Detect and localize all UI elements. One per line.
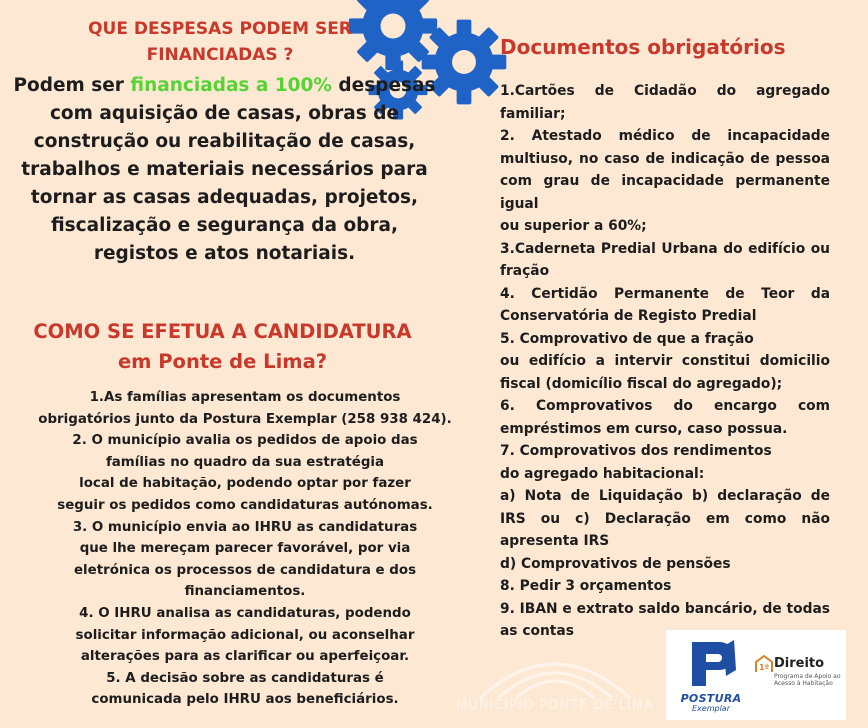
financing-answer	[12, 72, 437, 268]
document-item: 6. Comprovativos do encargo com empréstimos em curso, caso possua.	[500, 398, 830, 437]
document-item: 2. Atestado médico de incapacidade multiuso, no caso de indicação de pessoa com grau de incapacidade permanente igual	[500, 128, 830, 212]
step-line: famílias no quadro da sua estratégia	[105, 454, 385, 470]
document-item: do agregado habitacional:	[500, 465, 705, 482]
question-application-line2: em Ponte de Lima?	[117, 350, 328, 373]
step-line: eletrónica os processos de candidatura e dos	[73, 562, 417, 578]
step-line: 2. O município avalia os pedidos de apoio das	[72, 433, 418, 449]
document-item: a) Nota de Liquidação b) declaração de IRS ou c) Declaração em como não apresenta IRS	[500, 488, 830, 549]
document-item: d) Comprovativos de pensões	[500, 555, 731, 572]
step-line: local de habitação, podendo optar por fazer	[79, 476, 411, 492]
question-application-line1: COMO SE EFETUA A CANDIDATURA	[33, 320, 412, 343]
step-line: 4. O IHRU analisa as candidaturas, podendo	[79, 605, 411, 621]
step-line: 1.As famílias apresentam os documentos	[89, 390, 401, 405]
watermark-text: MUNICÍPIO PONTE DE LIMA	[456, 698, 654, 713]
postura-logo-sub: Exemplar	[692, 704, 730, 713]
postura-logo-icon	[678, 636, 744, 696]
step-line: seguir os pedidos como candidaturas autónomas.	[57, 497, 433, 513]
document-item: ou edifício a intervir constitui domicilio fiscal (domicílio fiscal do agregado);	[500, 353, 830, 392]
step-line: 5. A decisão sobre as candidaturas é	[106, 670, 384, 686]
step-line: alterações para as clarificar ou aperfeiçoar.	[80, 649, 410, 665]
document-item: 1.Cartões de Cidadão do agregado familiar;	[500, 83, 830, 122]
question-financing: QUE DESPESAS PODEM SER FINANCIADAS ?	[88, 19, 352, 65]
step-line: comunicada pelo IHRU aos beneficiários.	[91, 692, 399, 708]
direito-number: 1º	[759, 663, 770, 672]
postura-logo-word: POSTURA	[680, 692, 742, 705]
watermark-arches-icon	[440, 640, 670, 700]
step-line: obrigatórios junto da Postura Exemplar (258 938 424).	[38, 411, 452, 427]
answer-highlight: financiadas a 100%	[130, 75, 332, 96]
document-item: 7. Comprovativos dos rendimentos	[500, 443, 772, 459]
direito-logo-word: Direito	[774, 656, 825, 671]
direito-logo-sub: Programa de Apoio ao Acesso à Habitação	[774, 673, 841, 687]
direito-logo-icon	[754, 654, 774, 678]
logos-card	[666, 630, 846, 720]
answer-rest: despesas com aquisição de casas, obras de construção ou reabilitação de casas, trabalhos e materiais necessários para tornar as casas adequadas, projetos, fiscalização e segurança da obra, registos e atos notariais.	[21, 75, 436, 264]
step-line: que lhe mereçam parecer favorável, por via	[79, 541, 411, 557]
documents-list	[500, 80, 830, 643]
question-application	[10, 317, 435, 377]
document-item: 5. Comprovativo de que a fração	[500, 330, 754, 347]
documents-title: Documentos obrigatórios	[500, 35, 786, 59]
step-line: solicitar informação adicional, ou aconselhar	[75, 627, 415, 643]
step-line: 3. O município envia ao IHRU as candidaturas	[72, 519, 418, 535]
document-item: 4. Certidão Permanente de Teor da Conservatória de Registo Predial	[500, 285, 830, 324]
document-item: 8. Pedir 3 orçamentos	[500, 578, 672, 594]
document-item: ou superior a 60%;	[500, 218, 647, 234]
document-item: 9. IBAN e extrato saldo bancário, de todas as contas	[500, 600, 830, 639]
step-line: financiamentos.	[184, 584, 306, 600]
application-steps	[20, 387, 470, 711]
answer-prefix: Podem ser	[13, 75, 131, 96]
municipality-watermark	[440, 640, 670, 728]
document-item: 3.Caderneta Predial Urbana do edifício ou fração	[500, 240, 830, 279]
